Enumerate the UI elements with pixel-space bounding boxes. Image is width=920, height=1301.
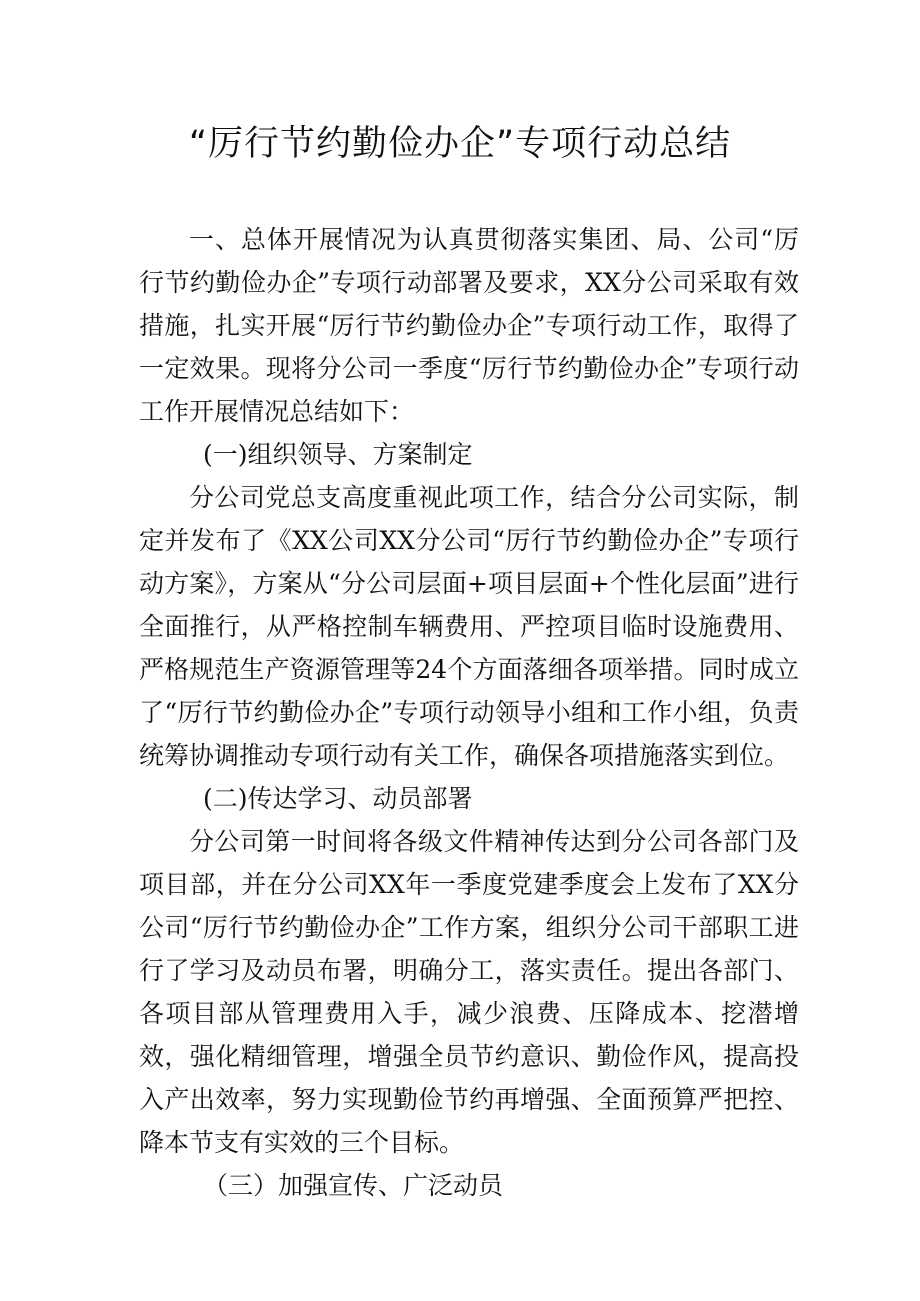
section-heading-2: (二)传达学习、动员部署	[203, 784, 473, 813]
section-1-paragraph: 分公司党总支高度重视此项工作，结合分公司实际，制定并发布了《XX公司XX分公司“厉行节约勤俭办企”专项行动方案》，方案从“分公司层面+项目层面+个性化层面”进行全面推行，从严格控制车辆费用、严控项目临时设施费用、严格规范生产资源管理等24个方面落细各项举措。同时成立了“厉行节约勤俭办企”专项行动领导小组和工作小组，负责统筹协调推动专项行动有关工作，确保各项措施落实到位。	[139, 483, 799, 770]
section-2-paragraph: 分公司第一时间将各级文件精神传达到分公司各部门及项目部，并在分公司XX年一季度党建季度会上发布了XX分公司“厉行节约勤俭办企”工作方案，组织分公司干部职工进行了学习及动员布署，明确分工，落实责任。提出各部门、各项目部从管理费用入手，减少浪费、压降成本、挖潜增效，强化精细管理，增强全员节约意识、勤俭作风，提高投入产出效率，努力实现勤俭节约再增强、全面预算严把控、降本节支有实效的三个目标。	[139, 827, 799, 1157]
document-title: “厉行节约勤俭办企”专项行动总结	[188, 124, 732, 164]
section-heading-1: (一)组织领导、方案制定	[203, 440, 473, 469]
section-heading-3: （三）加强宣传、广泛动员	[203, 1171, 504, 1200]
intro-paragraph: 一、总体开展情况为认真贯彻落实集团、局、公司“厉行节约勤俭办企”专项行动部署及要求，XX分公司采取有效措施，扎实开展“厉行节约勤俭办企”专项行动工作，取得了一定效果。现将分公司一季度“厉行节约勤俭办企”专项行动工作开展情况总结如下：	[139, 225, 799, 426]
document-body	[139, 218, 799, 1207]
